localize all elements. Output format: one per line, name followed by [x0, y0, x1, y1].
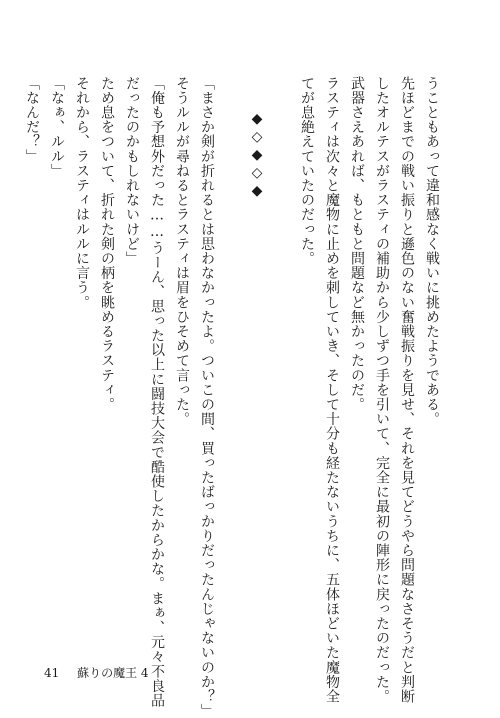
text-column: 「俺も予想外だった……うーん、思った以上に闘技大会で酷使したからかな。まぁ、元々不良品 — [149, 76, 165, 708]
page-number: 41 — [44, 666, 60, 680]
text-column: 「なんだ？」 — [24, 76, 40, 164]
text-column: 武器さえあれば、もともと問題など無かったのだ。 — [349, 76, 365, 412]
text-column: てが息絶えていたのだった。 — [299, 76, 315, 266]
blank-column — [219, 76, 244, 658]
text-column: 「なぁ、ルル」 — [49, 76, 65, 179]
page-footer — [44, 664, 149, 681]
text-column: うこともあって違和感なく戦いに挑めたようである。 — [424, 76, 440, 427]
text-column: そうルルが尋ねるとラスティは眉をひそめて言った。 — [174, 76, 190, 427]
text-column: 先ほどまでの戦い振りと遜色のない奮戦振りを見せ、それを見てどうやら問題なさそうだと判断 — [399, 76, 415, 704]
book-title: 蘇りの魔王 4 — [77, 666, 149, 680]
scene-break-ornament: ◆◇◆◇◆ — [249, 111, 265, 201]
text-column: ため息をついて、折れた剣の柄を眺めるラスティ。 — [99, 76, 115, 412]
text-column: ラスティは次々と魔物に止めを刺していき、そして十分も経たないうちに、五体ほどいた魔物全 — [324, 76, 340, 704]
blank-column — [269, 76, 294, 658]
text-column: 「まさか剣が折れるとは思わなかったよ。ついこの間、買ったばっかりだったんじゃないのか？」 — [199, 76, 215, 718]
text-column: それから、ラスティはルルに言う。 — [74, 76, 90, 310]
text-column: だったのかもしれないけど」 — [124, 76, 140, 266]
text-column: したオルテスがラスティの補助から少しずつ手を引いて、完全に最初の陣形に戻ったのだった。 — [374, 76, 390, 704]
